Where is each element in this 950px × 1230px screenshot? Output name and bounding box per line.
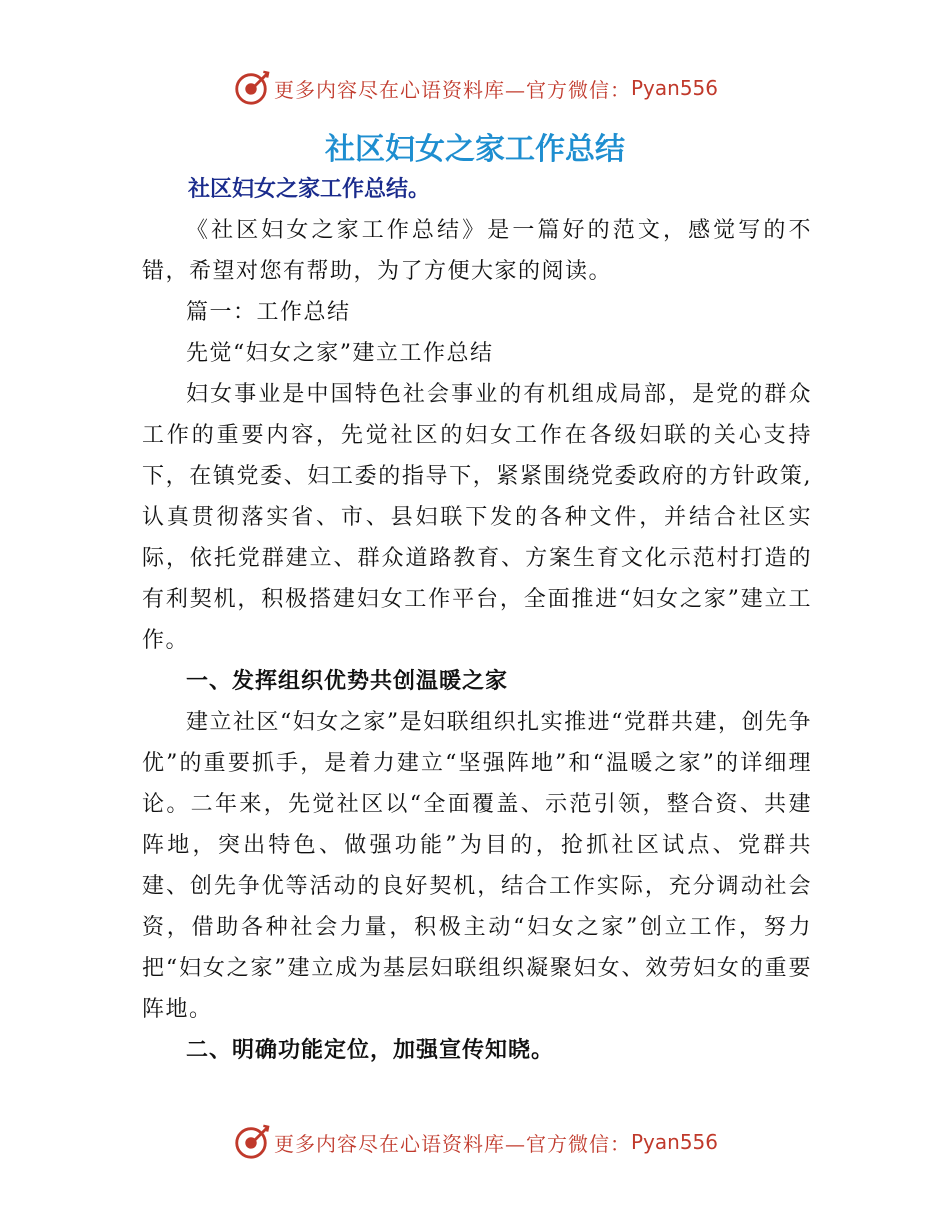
paragraph: 篇一：工作总结 — [186, 300, 351, 325]
document-body — [142, 210, 812, 1071]
logo-icon — [232, 69, 270, 107]
banner-wechat-id: Pyan556 — [630, 76, 718, 100]
paragraph: 《社区妇女之家工作总结》是一篇好的范文，感觉写的不错，希望对您有帮助，为了方便大家的阅读。 — [142, 218, 812, 284]
document-subtitle: 社区妇女之家工作总结。 — [188, 177, 431, 202]
paragraph: 先觉“妇女之家”建立工作总结 — [186, 341, 494, 366]
footer-banner — [0, 1120, 950, 1164]
banner-text: 更多内容尽在心语资料库—官方微信： — [273, 77, 631, 102]
paragraph: 建立社区“妇女之家”是妇联组织扎实推进“党群共建，创先争优”的重要抓手，是着力建立“坚强阵地”和“温暖之家”的详细理论。二年来，先觉社区以“全面覆盖、示范引领，整合资、共建阵地，突出特色、做强功能”为目的，抢抓社区试点、党群共建、创先争优等活动的良好契机，结合工作实际，充分调动社会资，借助各种社会力量，积极主动“妇女之家”创立工作，努力把“妇女之家”建立成为基层妇联组织凝聚妇女、效劳妇女的重要阵地。 — [142, 710, 812, 1022]
section-heading: 一、发挥组织优势共创温暖之家 — [186, 669, 509, 694]
section-heading: 二、明确功能定位，加强宣传知晓。 — [186, 1038, 555, 1063]
header-banner — [0, 66, 950, 110]
banner-text: 更多内容尽在心语资料库—官方微信： — [273, 1131, 631, 1156]
logo-icon — [232, 1123, 270, 1161]
banner-wechat-id: Pyan556 — [630, 1130, 718, 1154]
document-title: 社区妇女之家工作总结 — [325, 132, 625, 167]
paragraph: 妇女事业是中国特色社会事业的有机组成局部，是党的群众工作的重要内容，先觉社区的妇女工作在各级妇联的关心支持下，在镇党委、妇工委的指导下，紧紧围绕党委政府的方针政策,认真贯彻落实省、市、县妇联下发的各种文件，并结合社区实际，依托党群建立、群众道路教育、方案生育文化示范村打造的有利契机，积极搭建妇女工作平台，全面推进“妇女之家”建立工作。 — [142, 382, 812, 653]
